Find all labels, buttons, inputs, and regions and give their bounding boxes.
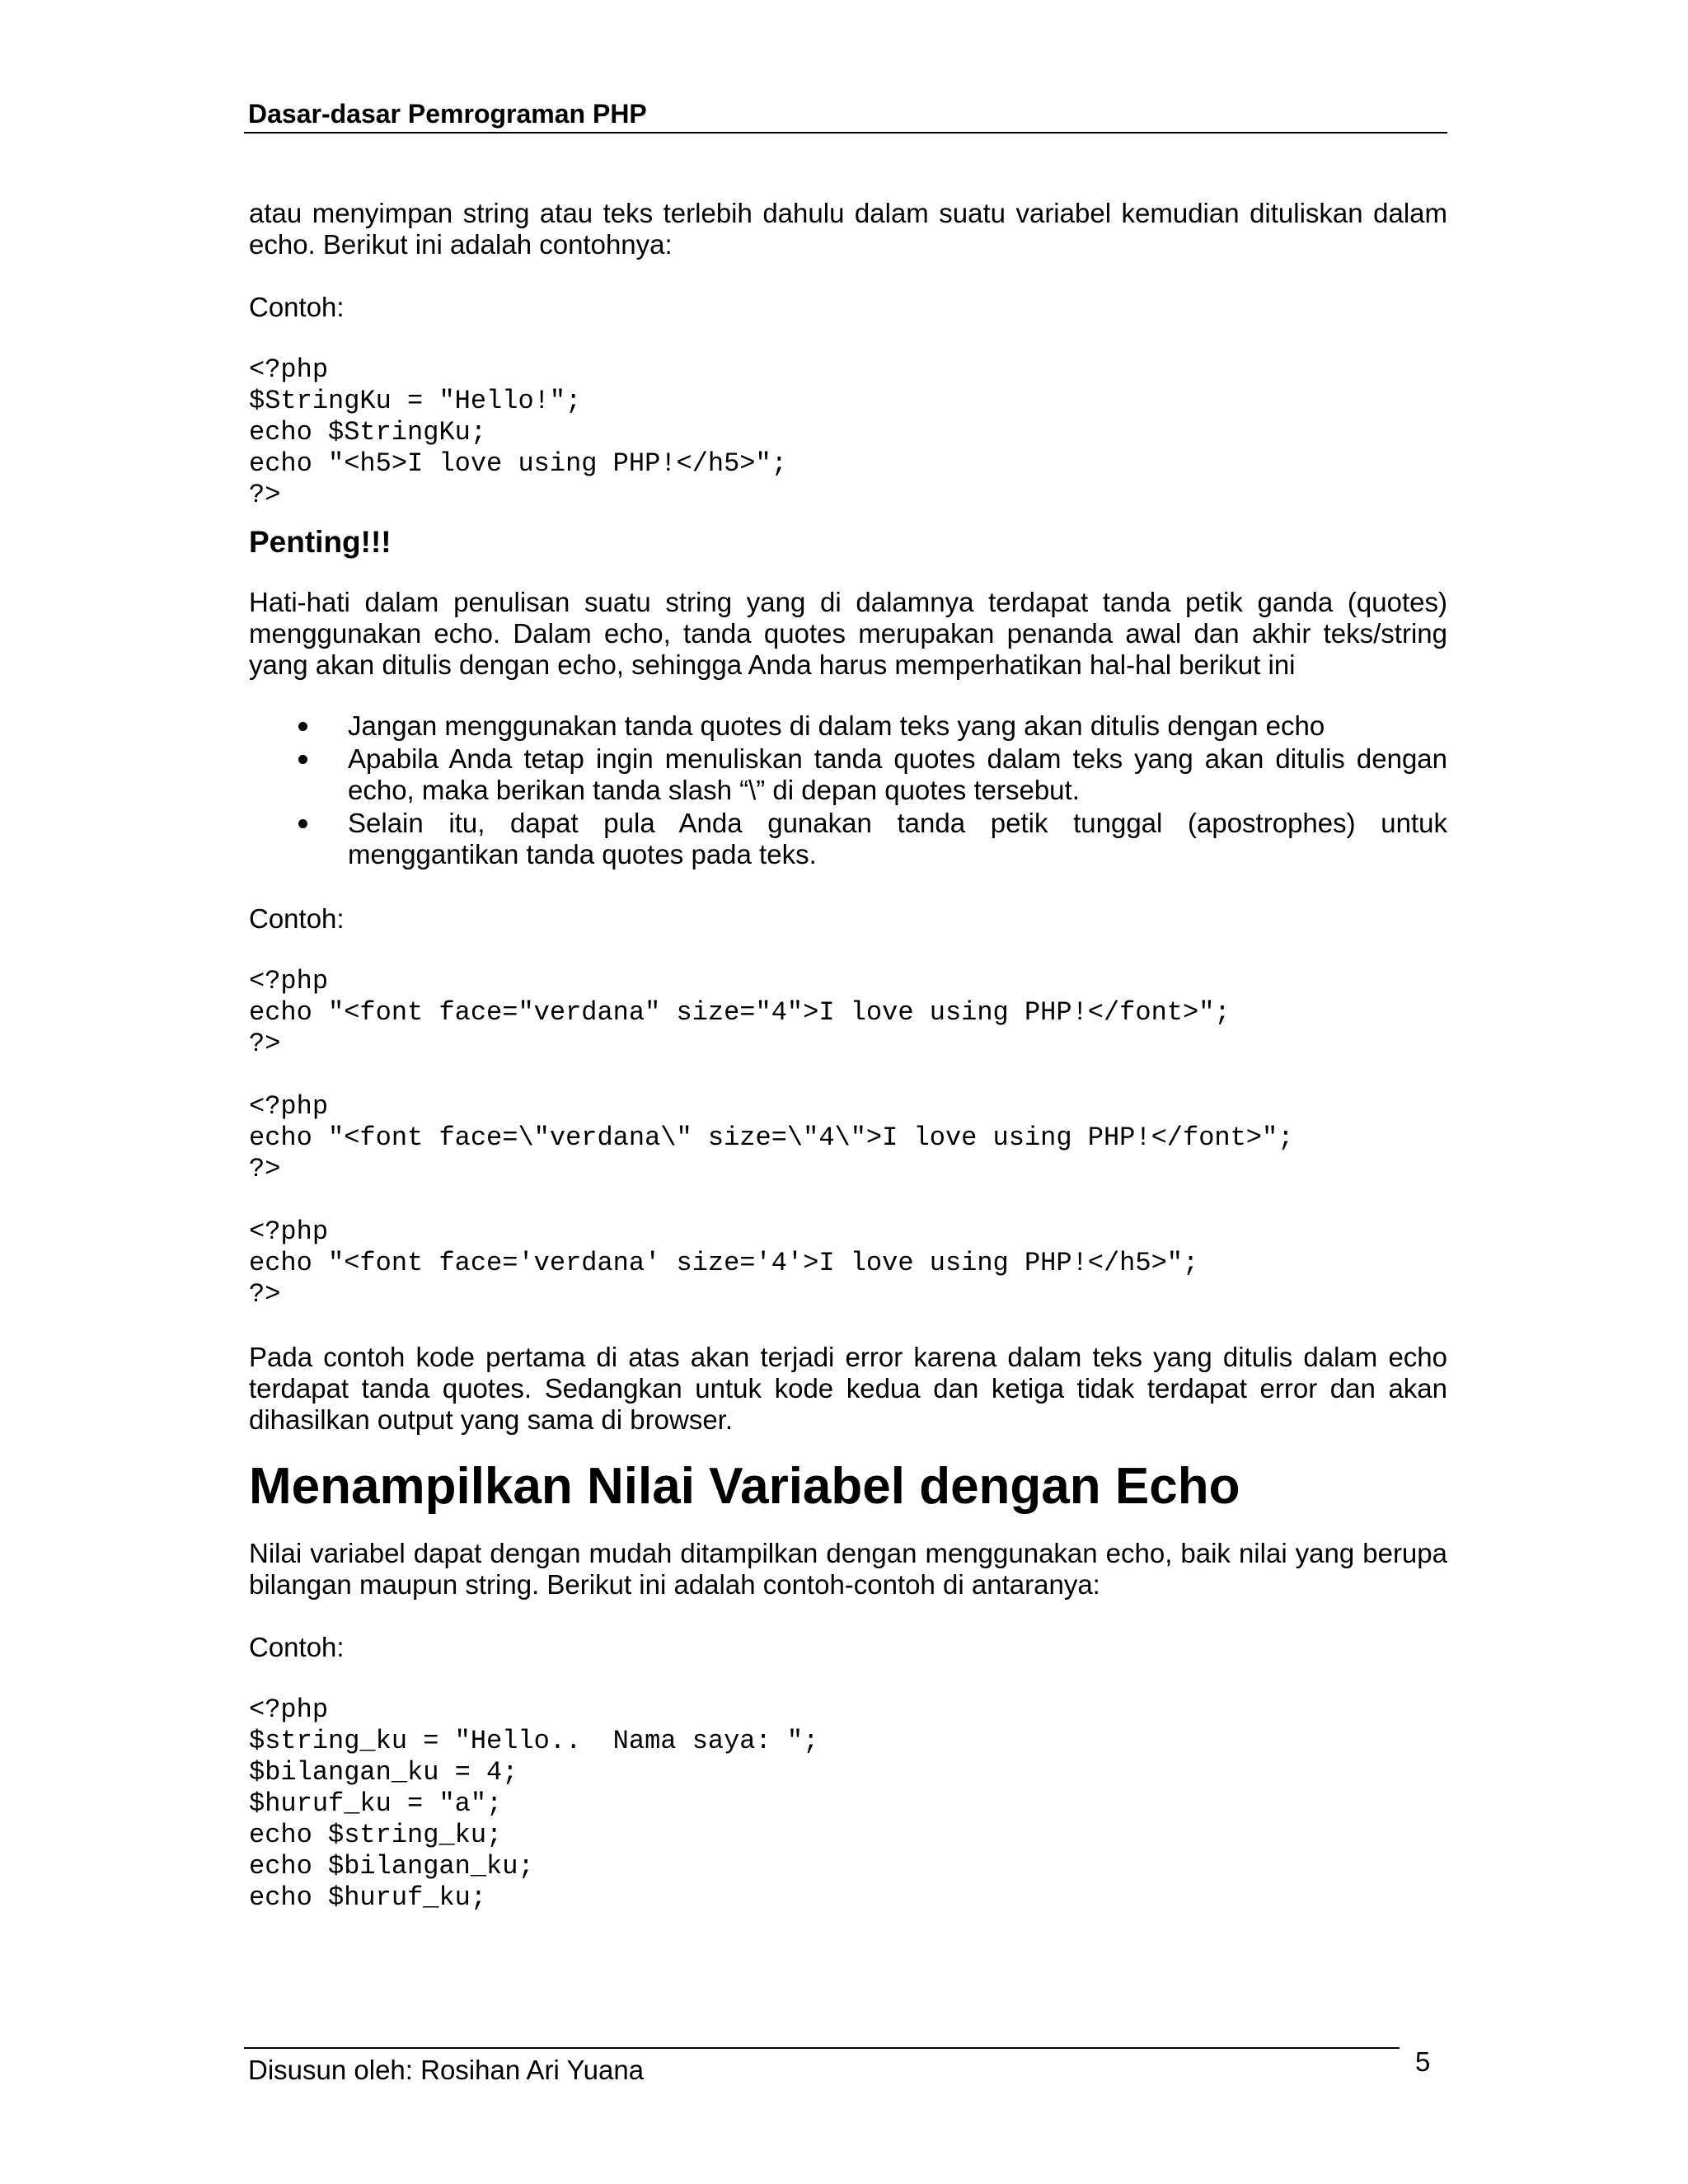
section-heading: Menampilkan Nilai Variabel dengan Echo: [249, 1458, 1240, 1515]
list-item: [249, 743, 1447, 806]
example-label-3: Contoh:: [249, 1632, 345, 1662]
footer-author: Disusun oleh: Rosihan Ari Yuana: [248, 2055, 645, 2085]
penting-heading: Penting!!!: [249, 525, 392, 559]
code-block-variables: <?php $string_ku = "Hello.. Nama saya: "; $bilangan_ku = 4; $huruf_ku = "a"; echo $string_ku; echo $bilangan_ku; echo $huruf_ku;: [249, 1694, 819, 1913]
bullet-text: Jangan menggunakan tanda quotes di dalam teks yang akan ditulis dengan echo: [348, 710, 1325, 741]
conclusion-paragraph: Pada contoh kode pertama di atas akan terjadi error karena dalam teks yang ditulis dalam echo terdapat tanda quotes. Sedangkan untuk kode kedua dan ketiga tidak terdapat error dan akan dihasilkan output yang sama di browser.: [249, 1342, 1447, 1435]
footer-divider: [244, 2047, 1400, 2049]
intro-paragraph: atau menyimpan string atau teks terlebih dahulu dalam suatu variabel kemudian dituliskan dalam echo. Berikut ini adalah contohnya:: [249, 198, 1447, 260]
code-block-stringku: <?php $StringKu = "Hello!"; echo $StringKu; echo "<h5>I love using PHP!</h5>"; ?>: [249, 354, 787, 510]
penting-paragraph: Hati-hati dalam penulisan suatu string yang di dalamnya terdapat tanda petik ganda (quotes) menggunakan echo. Dalam echo, tanda quotes merupakan penanda awal dan akhir teks/string yang akan ditulis dengan echo, sehingga Anda harus memperhatikan hal-hal berikut ini: [249, 587, 1447, 680]
code-block-quotes-escaped: <?php echo "<font face=\"verdana\" size=\"4\">I love using PHP!</font>"; ?>: [249, 1091, 1294, 1184]
page-header-title: Dasar-dasar Pemrograman PHP: [248, 99, 647, 129]
code-block-quotes-error: <?php echo "<font face="verdana" size="4">I love using PHP!</font>"; ?>: [249, 966, 1231, 1059]
example-label-1: Contoh:: [249, 292, 345, 322]
bullet-icon: [298, 755, 307, 764]
header-divider: [244, 132, 1447, 134]
section-paragraph: Nilai variabel dapat dengan mudah ditampilkan dengan menggunakan echo, baik nilai yang berupa bilangan maupun string. Berikut ini adalah contoh-contoh di antaranya:: [249, 1538, 1447, 1600]
bullet-icon: [298, 722, 307, 731]
bullet-text: Selain itu, dapat pula Anda gunakan tanda petik tunggal (apostrophes) untuk menggantikan tanda quotes pada teks.: [348, 808, 1447, 869]
list-item: [249, 710, 1447, 742]
bullet-list: [249, 710, 1447, 870]
bullet-icon: [298, 819, 307, 828]
list-item: [249, 808, 1447, 870]
bullet-text: Apabila Anda tetap ingin menuliskan tanda quotes dalam teks yang akan ditulis dengan echo, maka berikan tanda slash “\” di depan quotes tersebut.: [348, 743, 1447, 805]
example-label-2: Contoh:: [249, 903, 345, 934]
page-content: [249, 198, 1447, 1914]
code-block-quotes-apostrophes: <?php echo "<font face='verdana' size='4'>I love using PHP!</h5>"; ?>: [249, 1216, 1199, 1310]
page-number: 5: [1415, 2046, 1431, 2077]
